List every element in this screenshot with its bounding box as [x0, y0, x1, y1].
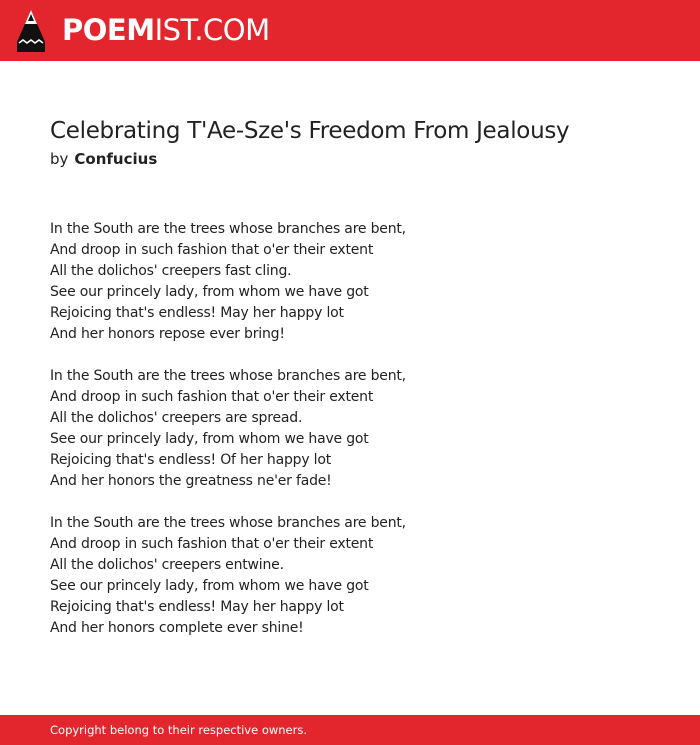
poem-line: In the South are the trees whose branches are bent, [50, 515, 406, 531]
poem-line: And droop in such fashion that o'er their extent [50, 242, 374, 258]
poem-line: See our princely lady, from whom we have got [50, 284, 369, 300]
poem-body [50, 219, 670, 660]
poem-line: And her honors the greatness ne'er fade! [50, 473, 332, 489]
poem-line: And her honors repose ever bring! [50, 326, 285, 342]
poem-stanza [50, 219, 670, 345]
logo-brand-light: IST.COM [154, 13, 270, 47]
poem-line: All the dolichos' creepers are spread. [50, 410, 303, 426]
poem-line: And droop in such fashion that o'er their extent [50, 389, 374, 405]
poem-line: Rejoicing that's endless! May her happy lot [50, 305, 344, 321]
site-header [0, 0, 700, 61]
poem-stanza [50, 513, 670, 639]
logo-brand-bold: POEM [62, 13, 155, 47]
poem-title: Celebrating T'Ae-Sze's Freedom From Jealousy [50, 118, 570, 144]
author-name[interactable]: Confucius [74, 150, 158, 168]
poem-line: See our princely lady, from whom we have got [50, 578, 369, 594]
poem-stanza [50, 366, 670, 492]
site-logo[interactable] [62, 13, 270, 47]
by-label: by [50, 150, 69, 168]
poem-line: See our princely lady, from whom we have got [50, 431, 369, 447]
poem-line: And her honors complete ever shine! [50, 620, 304, 636]
byline [50, 148, 157, 170]
poem-line: In the South are the trees whose branches are bent, [50, 368, 406, 384]
site-footer [0, 715, 700, 745]
poem-line: All the dolichos' creepers fast cling. [50, 263, 292, 279]
poem-line: Rejoicing that's endless! May her happy lot [50, 599, 344, 615]
poem-line: Rejoicing that's endless! Of her happy lot [50, 452, 331, 468]
poem-line: And droop in such fashion that o'er their extent [50, 536, 374, 552]
copyright-text: Copyright belong to their respective owners. [50, 723, 308, 737]
pencil-icon[interactable] [17, 10, 45, 52]
poem-line: All the dolichos' creepers entwine. [50, 557, 284, 573]
poem-line: In the South are the trees whose branches are bent, [50, 221, 406, 237]
